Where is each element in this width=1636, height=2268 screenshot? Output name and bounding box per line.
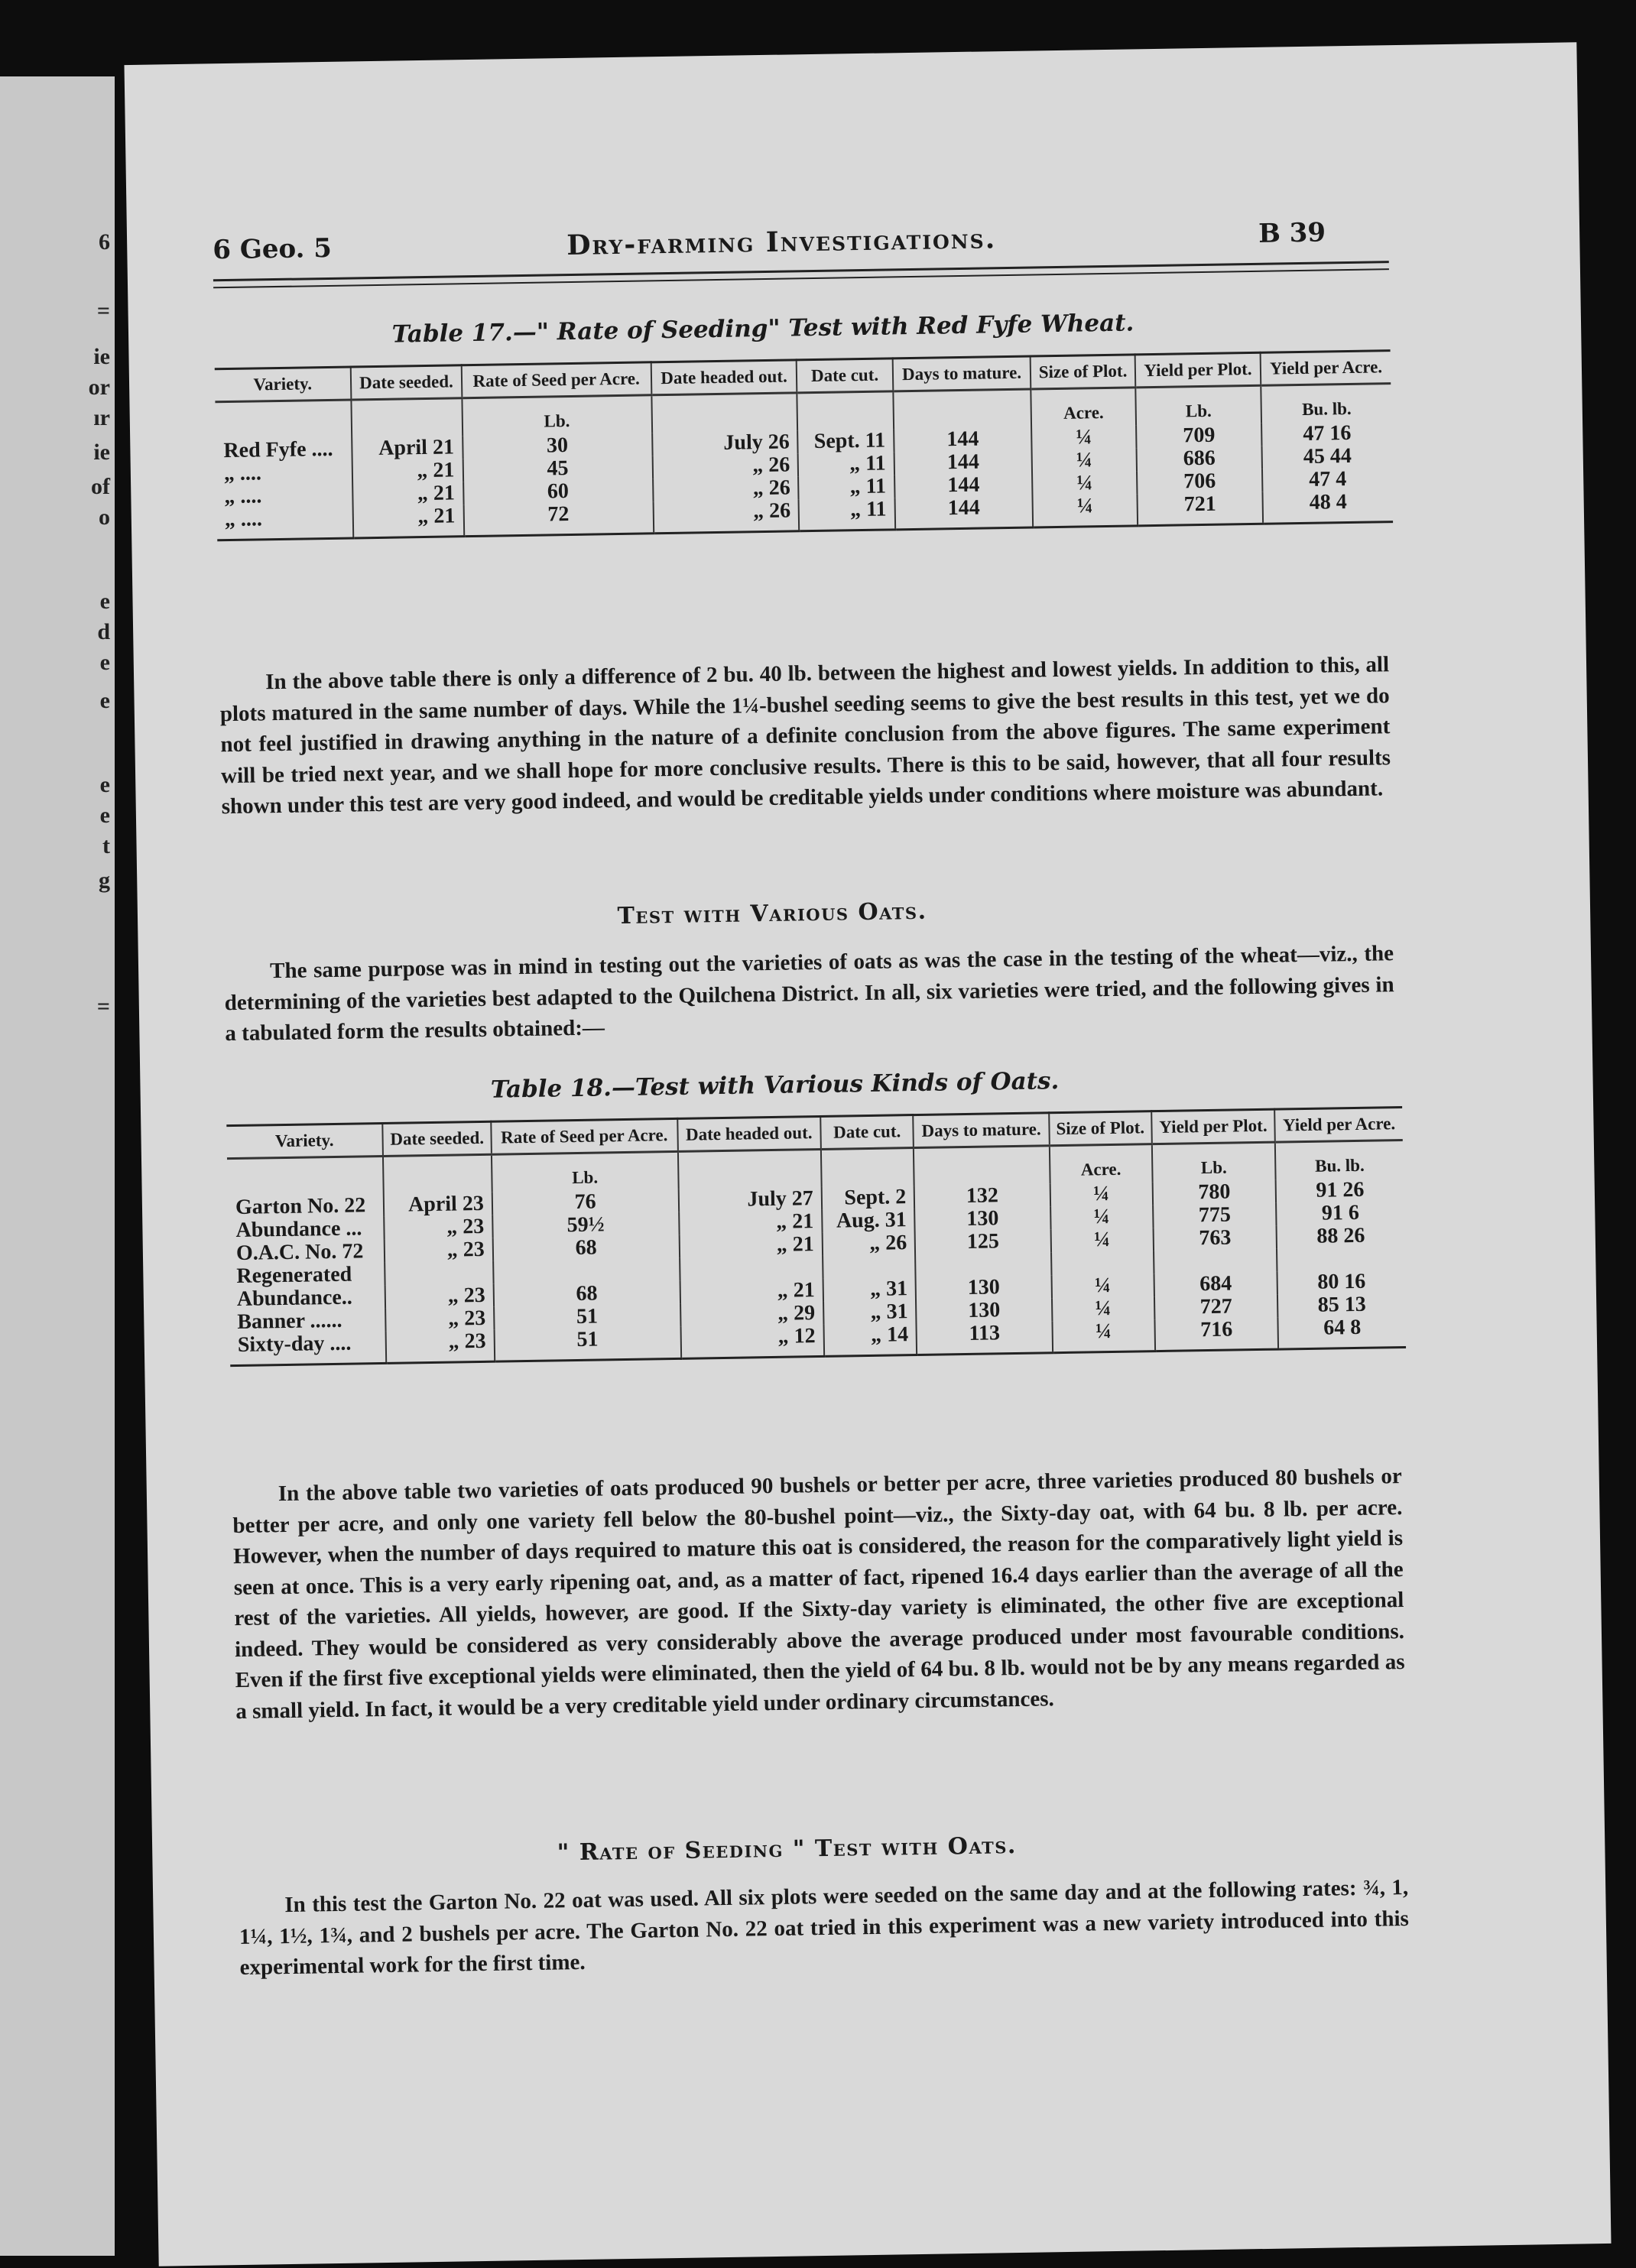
table-cell: 60	[463, 479, 654, 505]
page-number: B 39	[1258, 217, 1326, 249]
table17	[215, 349, 1393, 541]
unit-cell	[215, 400, 352, 440]
table-cell: „ ....	[217, 507, 354, 540]
table-cell: „ 23	[385, 1284, 494, 1309]
column-header: Variety.	[215, 367, 352, 402]
table-cell: 64 8	[1278, 1316, 1406, 1349]
table-cell: 780	[1152, 1180, 1276, 1205]
unit-cell	[677, 1150, 821, 1189]
table-cell: ¼	[1032, 472, 1137, 496]
left-page-fragment: g	[99, 868, 110, 893]
table-cell: „ 21	[352, 482, 463, 506]
unit-cell: Acre.	[1050, 1144, 1153, 1184]
table-cell: „ 21	[353, 505, 464, 538]
table18	[226, 1106, 1406, 1367]
table-cell: 684	[1154, 1272, 1277, 1297]
table-cell: 144	[894, 427, 1032, 453]
table-cell: Abundance ...	[235, 1216, 362, 1243]
unit-cell: Lb.	[1152, 1142, 1276, 1182]
unit-cell	[821, 1148, 914, 1187]
column-header: Days to mature.	[892, 356, 1031, 391]
table-cell: ¼	[1051, 1274, 1154, 1298]
column-header: Date cut.	[820, 1115, 914, 1150]
table-cell	[1154, 1249, 1277, 1274]
table-cell: April 21	[352, 436, 463, 460]
table-cell: 130	[915, 1206, 1051, 1231]
column-header: Date seeded.	[383, 1121, 492, 1156]
running-header-title: Dry-farming Investigations.	[566, 222, 997, 262]
unit-cell	[227, 1157, 384, 1197]
table-cell: „ 26	[653, 476, 799, 501]
table-cell: 686	[1136, 446, 1262, 472]
unit-cell: Bu. lb.	[1275, 1140, 1404, 1180]
unit-cell	[651, 393, 798, 433]
table-cell: 85 13	[1277, 1293, 1405, 1318]
left-page-fragment: t	[102, 833, 110, 858]
table-cell: July 27	[678, 1187, 822, 1212]
left-page-fragment: 6	[99, 229, 110, 255]
table-cell	[385, 1261, 493, 1286]
paragraph-4: In this test the Garton No. 22 oat was used. All six plots were seeded on the same day and at the following rates: ¾, 1, 1¼, 1½, 1¾, and 2 bushels per acre. The Garton No. 22 oat tried in this experiment was a new variety introduced into this experimental work for the first time.	[239, 1875, 1410, 1981]
table-cell: ¼	[1033, 494, 1138, 527]
column-header: Date headed out.	[677, 1116, 821, 1151]
table-cell: ¼	[1032, 449, 1137, 473]
table-cell: July 26	[652, 430, 798, 456]
table-cell	[1051, 1251, 1154, 1275]
unit-cell	[352, 398, 463, 438]
table-cell: „ 31	[823, 1277, 916, 1302]
column-header: Yield per Plot.	[1134, 352, 1261, 388]
left-page-fragment: ie	[93, 344, 110, 369]
left-page-fragment: e	[99, 772, 110, 797]
table-cell: 144	[894, 496, 1033, 530]
table-cell: Sixty-day ....	[230, 1332, 387, 1366]
left-page-fragment: e	[99, 650, 110, 675]
table-cell: 716	[1154, 1318, 1278, 1351]
unit-cell: Acre.	[1031, 388, 1136, 427]
left-page-fragment: d	[97, 619, 110, 644]
table-cell: 113	[917, 1321, 1053, 1355]
table-cell: „ 23	[386, 1330, 495, 1364]
left-page-fragment: or	[88, 375, 110, 400]
table-cell: „ 21	[679, 1210, 823, 1235]
column-header: Days to mature.	[914, 1113, 1050, 1148]
unit-cell	[914, 1146, 1050, 1186]
table-cell: 775	[1153, 1203, 1277, 1228]
table-cell: „ ....	[223, 461, 262, 486]
table-cell: „ 23	[384, 1215, 492, 1240]
table-cell: „ 23	[385, 1307, 494, 1332]
table-cell: 59½	[492, 1212, 679, 1238]
table-cell: Red Fyfe ....	[223, 437, 333, 463]
table-cell: „ 29	[680, 1302, 824, 1327]
table-cell: 727	[1154, 1295, 1278, 1320]
column-header: Rate of Seed per Acre.	[491, 1118, 677, 1154]
unit-cell: Bu. lb.	[1261, 384, 1391, 423]
paragraph-3: In the above table two varieties of oats produced 90 bushels or better per acre, three varieties produced 80 bushels or better per acre, and only one variety fell below the 80-bushel point—viz., the Sixty-day oat, with 64 bu. 8 lb. per acre. However, when the number of days required to mature this oat is considered, the reason for the comparatively light yield is seen at once. This is a very early ripening oat, and, as a matter of fact, ripened 16.4 days earlier than the average of all the rest of the varieties. All yields, however, are good. If the Sixty-day variety is eliminated, the other five are exceptional indeed. They would be considered as very considerably above the average produced under most favourable conditions. Even if the first five exceptional yields were eliminated, then the yield of 64 bu. 8 lb. would not be by any means regarded as a small yield. In fact, it would be a very creditable yield under ordinary circumstances.	[232, 1464, 1405, 1724]
left-page-fragment: =	[96, 994, 110, 1019]
table-cell: ¼	[1052, 1319, 1155, 1353]
column-header: Size of Plot.	[1031, 355, 1135, 389]
unit-cell: Lb.	[462, 395, 652, 436]
table-cell	[680, 1256, 823, 1281]
table-cell: „ 26	[823, 1231, 916, 1256]
table-cell	[493, 1258, 680, 1284]
column-header: Yield per Plot.	[1151, 1109, 1275, 1144]
column-header: Date cut.	[797, 359, 893, 393]
table-cell: „ ....	[224, 484, 262, 509]
table-cell: 72	[463, 501, 654, 536]
table-cell: 706	[1137, 469, 1263, 495]
table-cell: 144	[894, 450, 1032, 475]
table-cell: 130	[916, 1275, 1052, 1300]
table-cell: „ 11	[798, 475, 894, 499]
table-cell: 45	[463, 456, 653, 482]
table-cell: Regenerated	[236, 1262, 352, 1289]
table-cell: „ 21	[352, 459, 463, 483]
table-cell: 709	[1136, 423, 1262, 449]
table-cell: ¼	[1050, 1205, 1154, 1229]
table-cell: 68	[493, 1235, 680, 1261]
left-page-fragment: o	[99, 505, 110, 530]
left-page-fragment: e	[99, 589, 110, 614]
table-cell: ¼	[1052, 1296, 1155, 1321]
table-cell	[1277, 1247, 1404, 1272]
table18-title: Table 18.—Test with Various Kinds of Oats.	[490, 1067, 1060, 1104]
column-header: Yield per Acre.	[1274, 1108, 1402, 1143]
running-header-left: 6 Geo. 5	[213, 232, 333, 266]
left-page-fragment: of	[91, 474, 110, 499]
unit-cell	[383, 1154, 492, 1194]
table-cell: 80 16	[1277, 1270, 1405, 1295]
table-cell: „ 23	[385, 1238, 493, 1263]
adjacent-page-edge	[0, 76, 115, 2256]
table-cell: 30	[463, 433, 653, 459]
table-cell: Sept. 11	[798, 429, 894, 453]
table-cell: „ 14	[823, 1323, 917, 1356]
section-heading-oats: Test with Various Oats.	[617, 897, 927, 930]
table-cell: 48 4	[1263, 490, 1393, 524]
table-cell: 144	[894, 473, 1033, 498]
table-cell: „ 21	[679, 1233, 823, 1258]
table-cell: „ 31	[823, 1300, 917, 1325]
table17-title: Table 17.—" Rate of Seeding" Test with Red Fyfe Wheat.	[391, 309, 1134, 349]
table-cell: Abundance..	[236, 1285, 353, 1312]
table-cell: Banner ......	[237, 1308, 342, 1335]
table-cell: 51	[494, 1304, 680, 1330]
unit-cell: Lb.	[492, 1152, 678, 1192]
table-cell: Aug. 31	[822, 1209, 915, 1233]
left-page-fragment: ır	[93, 405, 110, 430]
left-page-fragment: =	[96, 298, 110, 323]
table-cell: O.A.C. No. 72	[235, 1239, 364, 1266]
left-page-fragment: ie	[93, 440, 110, 465]
unit-cell	[797, 391, 894, 430]
left-page-fragment: e	[99, 688, 110, 713]
table-cell: „ 11	[799, 498, 895, 530]
table-cell: „ 26	[653, 499, 799, 533]
table-cell: 763	[1153, 1226, 1277, 1251]
table-cell: ¼	[1050, 1182, 1153, 1206]
table-cell: 45 44	[1262, 444, 1392, 469]
table-cell: 125	[915, 1229, 1051, 1254]
table-cell: 721	[1137, 492, 1263, 526]
table-cell: 47 16	[1261, 421, 1391, 446]
paragraph-1: In the above table there is only a difference of 2 bu. 40 lb. between the highest and lowest yields. In addition to this, all plots matured in the same number of days. While the 1¼-bushel seeding seems to give the best results in this test, yet we do not feel justified in drawing anything in the nature of a definite conclusion from the above figures. The same experiment will be tried next year, and we shall hope for more conclusive results. There is this to be said, however, that all four results shown under this test are very good indeed, and would be creditable yields under conditions where moisture was abundant.	[219, 652, 1391, 819]
column-header: Variety.	[226, 1123, 383, 1158]
table-cell: 91 26	[1276, 1178, 1404, 1203]
column-header: Date seeded.	[351, 365, 462, 400]
unit-cell: Lb.	[1135, 385, 1261, 425]
table-cell: 51	[494, 1327, 680, 1361]
unit-cell	[893, 389, 1031, 429]
table-cell: Sept. 2	[822, 1186, 915, 1210]
left-page-fragment: e	[99, 803, 110, 828]
table-cell: ¼	[1031, 426, 1136, 450]
table-cell: 132	[914, 1183, 1050, 1209]
table-cell	[915, 1252, 1051, 1277]
column-header: Rate of Seed per Acre.	[461, 362, 651, 398]
table-cell: 47 4	[1262, 467, 1392, 492]
paragraph-2: The same purpose was in mind in testing out the varieties of oats as was the case in the testing of the wheat—viz., the determining of the varieties best adapted to the Quilchena District. In all, six varieties were tried, and the following gives in a tabulated form the results obtained:—	[224, 941, 1394, 1046]
column-header: Yield per Acre.	[1261, 351, 1391, 386]
table-cell: Garton No. 22	[235, 1193, 366, 1220]
table-cell: ¼	[1050, 1228, 1154, 1252]
table-cell: „ 26	[652, 453, 798, 479]
table-cell: „ 21	[680, 1279, 823, 1304]
table-cell: 91 6	[1276, 1201, 1404, 1226]
table-cell: 76	[492, 1189, 679, 1215]
table-cell: April 23	[384, 1192, 492, 1217]
column-header: Size of Plot.	[1049, 1111, 1152, 1146]
column-header: Date headed out.	[651, 360, 797, 395]
table-cell: „ 12	[680, 1325, 824, 1358]
table-cell: „ 11	[798, 452, 894, 476]
section-heading-rate-of-seeding: " Rate of Seeding " Test with Oats.	[557, 1832, 1018, 1867]
table-cell: 68	[493, 1281, 680, 1307]
table-cell: 88 26	[1277, 1224, 1404, 1249]
document-page	[124, 42, 1611, 2266]
table-cell: 130	[916, 1298, 1052, 1323]
table-cell	[823, 1254, 916, 1279]
